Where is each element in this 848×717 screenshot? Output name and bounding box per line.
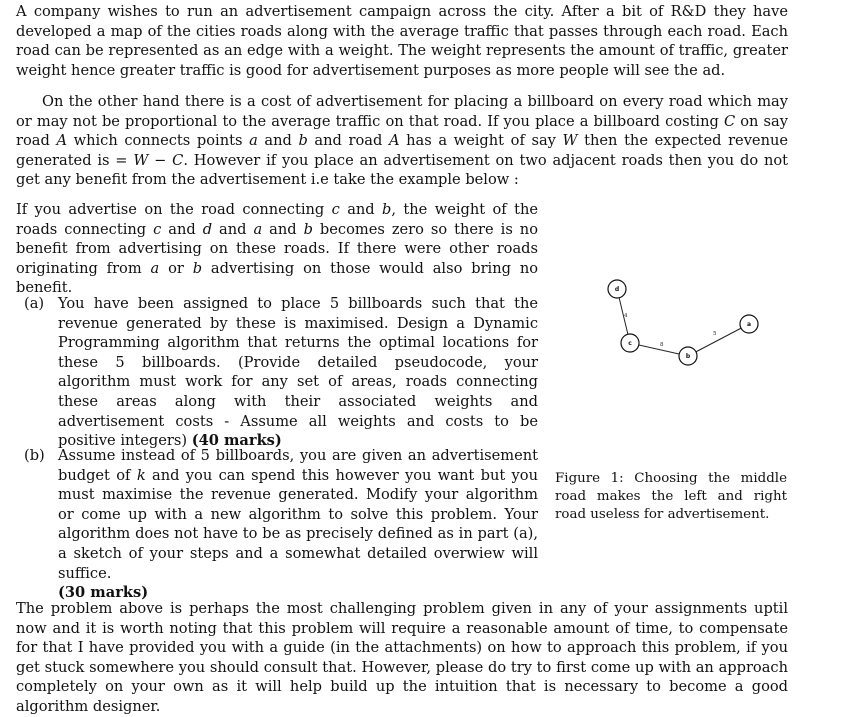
question-a-marks: (40 marks) [191,432,282,450]
example-paragraph: If you advertise on the road connecting c and b, the weight of the roads connecting c and d and a and b becomes zero so there is no benefit from advertising on these roads. If there were other roads originating from a or b advertising on those would also bring no benefit. [16,201,538,297]
edge-b-a [688,324,749,356]
question-b-label: (b) [24,447,45,464]
question-a-text: You have been assigned to place 5 billboards such that the revenue generated by these is maximised. Design a Dynamic Programming algorithm that returns the optimal locations for these 5 billboards. (Provide detailed pseudocode, your algorithm must work for any set of areas, roads connecting these areas along with their associated weights and advertisement costs - Assume all weights and costs to be positive integers) (40 marks) [58,295,538,450]
node-c-label: c [628,340,632,347]
question-b-text: Assume instead of 5 billboards, you are given an advertisement budget of k and you can spend this however you want but you must maximise the revenue generated. Modify your algorithm or come up with a new algorithm to solve this problem. Your algorithm does not have to be as precisely defined as in part (a), a sketch of your steps and a somewhat detailed overwiew will suffice. (30 marks) [58,447,538,602]
closing-paragraph: The problem above is perhaps the most challenging problem given in any of your assignments uptil now and it is worth noting that this problem will require a reasonable amount of time, to compensate for that I have provided you with a guide (in the attachments) on how to approach this problem, if you get stuck somewhere you should consult that. However, please do try to first come up with an approach completely on your own as it will help build up the intuition that is necessary to become a good algorithm designer. [16,600,788,715]
edge-d-c-weight: 4 [624,313,628,319]
node-a-label: a [746,321,752,328]
question-a-label: (a) [24,295,45,312]
question-b [24,446,538,603]
edge-c-b-weight: 8 [660,342,664,348]
question-b-marks: (30 marks) [58,584,149,602]
node-d-label: d [614,286,620,293]
intro-paragraph: A company wishes to run an advertisement campaign across the city. After a bit of R&D they have developed a map of the cities roads along with the average traffic that passes through each road. Each road can be represented as an edge with a weight. The weight represents the amount of traffic, greater weight hence greater traffic is good for advertisement purposes as more people will see the ad. [16,3,788,79]
cost-paragraph: On the other hand there is a cost of advertisement for placing a billboard on every road which may or may not be proportional to the average traffic on that road. If you place a billboard costing C on say road A which connects points a and b and road A has a weight of say W then the expected revenue generated is = W − C. However if you place an advertisement on two adjacent roads then you do not get any benefit from the advertisement i.e take the example below : [16,93,789,189]
edge-b-a-weight: 5 [713,331,717,337]
question-a [24,294,538,451]
road-graph-figure [586,272,786,382]
figure-caption: Figure 1: Choosing the middle road makes the left and right road useless for advertisement. [555,471,787,522]
node-b-label: b [685,353,691,360]
